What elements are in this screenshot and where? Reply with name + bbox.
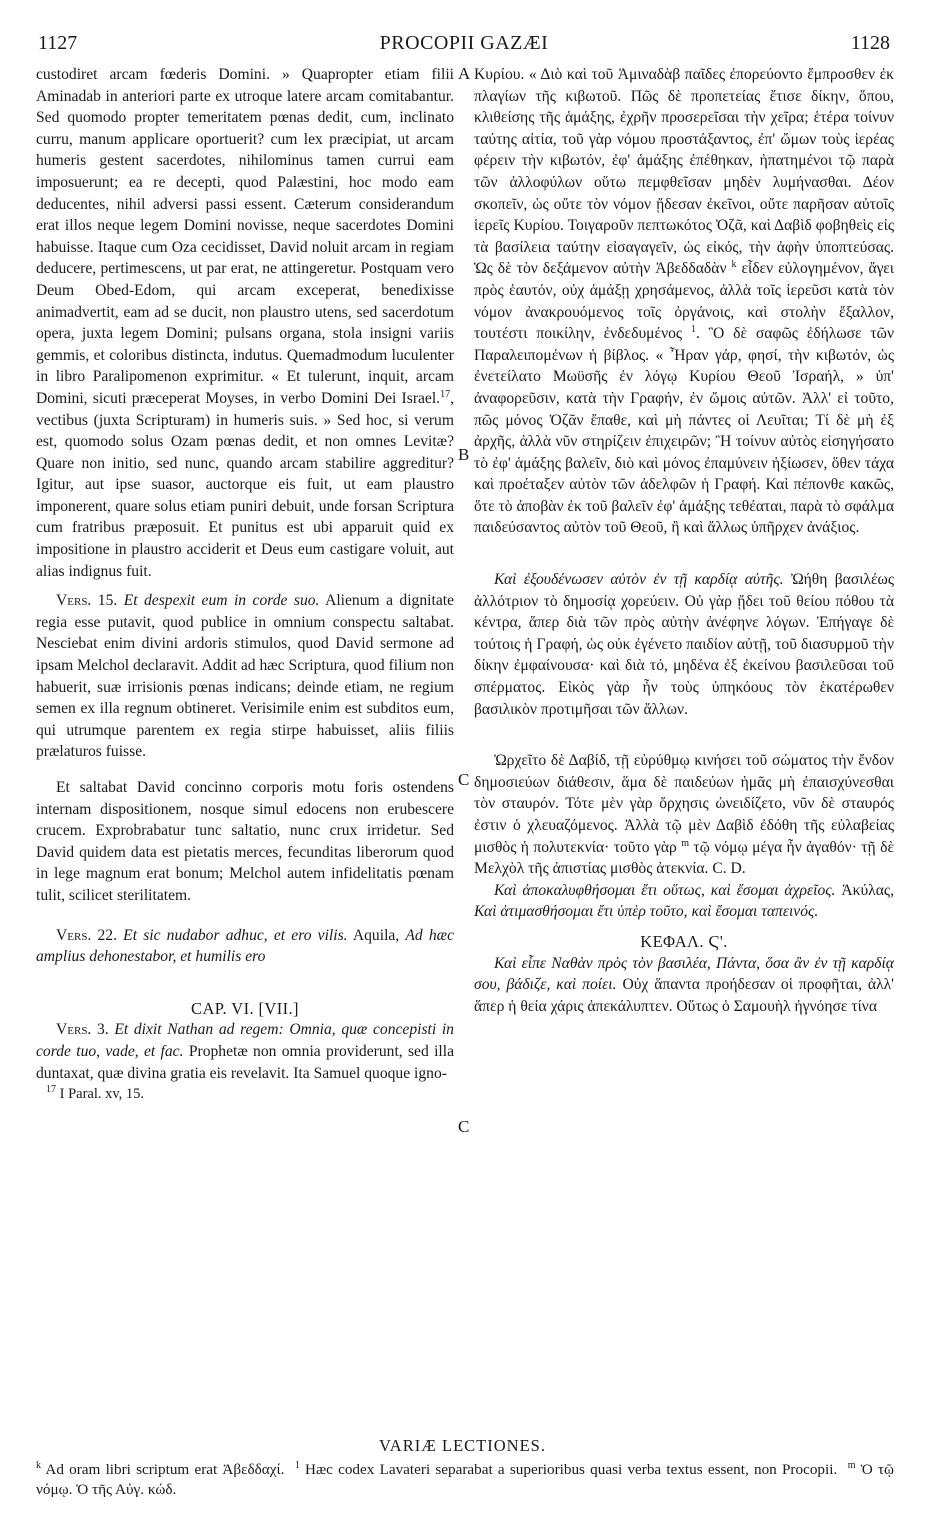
running-title: PROCOPII GAZÆI xyxy=(379,32,549,54)
greek-verse-22 xyxy=(474,880,894,923)
variae-lectiones xyxy=(36,1460,894,1500)
variant-ref: 1 xyxy=(690,323,696,335)
variant-ref: k xyxy=(731,259,737,271)
variant-note: Hæc codex Lavateri separabat a superioribus quasi verba textus essent, non Procopii. xyxy=(305,1461,838,1478)
verse-lemma: Et despexit eum in corde suo. xyxy=(123,592,320,610)
latin-verse-3 xyxy=(36,1019,454,1084)
verse-label: Vers. 15. xyxy=(56,592,118,610)
variant-note: Ad oram libri scriptum erat Ἀβεδδαχί. xyxy=(45,1461,285,1478)
footnote xyxy=(36,1084,454,1106)
greek-text: Κυρίου. « Διὸ καὶ τοῦ Ἀμιναδὰβ παῖδες ἐπορεύοντο ἔμπροσθεν ἐκ πλαγίων τῆς κιβωτοῦ. Πῶς δὲ προπετείας ἔτισε δίκην, ὅπου, κλιθείσης τῆς ἁμάξης, ἐχρῆν προσερεῖσαι τὴν χεῖρα; ἑτέρα τοίνυν ταύτης αἰτία, τοῦ γὰρ νόμου προστάξαντος, ἐπ' ὤμων τοὺς ἱερέας φέρειν τὴν κιβωτόν, ἐφ' ἁμάξης ἐπέθηκαν, ἠπατημένοι τῷ παρὰ τῶν ἀλλοφύλων οὕτω πεμφθεῖσαν μηδὲν λυμήνασθαι. Δέον σκοπεῖν, ὡς οὔτε τὸν νόμον ᾔδεσαν ἐκεῖνοι, οὔτε παρῆσαν αὐτοῖς ἱερεῖς Κυρίου. Τοιγαροῦν πεπτωκότος Ὀζᾶ, καὶ Δαβὶδ φοβηθεὶς εἰς τὰ βασίλεια ταύτην εἰσαγαγεῖν, ὡς εἰκός, τὴν ἀφὴν ὑποπτεύσας. Ὡς δὲ τὸν δεξάμενον αὐτὴν Ἀβεδδαδὰν xyxy=(474,66,894,278)
variant-mark: m xyxy=(847,1459,856,1471)
latin-column xyxy=(36,64,454,1106)
latin-text: Et saltabat David concinno corporis motu foris ostendens internam dispositionem, nosque simul edocens non erubescere crucem. Exprobrabatur tunc saltatio, nunc crux irridetur. Sed David quidem data est pietatis merces, fecunditas liberorum quod in lege magnum erat bonum; Melchol autem infidelitatis pœnam tulit, scilicet sterilitatem. xyxy=(36,779,454,904)
greek-paragraph xyxy=(474,64,894,539)
aquila-reading: Καὶ ἀτιμασθήσομαι ἔτι ὑπὲρ τοῦτο, καὶ ἔσομαι ταπεινός. xyxy=(474,903,819,921)
greek-text: Ἀκύλας, xyxy=(841,881,894,899)
greek-text: . Ὃ δὲ σαφῶς ἐδήλωσε τῶν Παραλειπομένων ἡ βίβλος. « Ἦραν γάρ, φησί, τὴν κιβωτόν, ὡς ἐνετείλατο Μωϋσῆς ἐν λόγῳ Κυρίου Θεοῦ Ἰσραήλ, » ὑπ' ἀναφορεῦσιν, κατὰ τὴν Γραφήν, ἐν ὤμοις αὐτῶν. Ἀλλ' εἰ τοῦτο, πῶς μόνος Ὀζᾶν ἔπαθε, καὶ μὴ πάντες οἱ Λευῖται; Τί δὲ μὴ ἐξ ἀρχῆς, ἀλλὰ νῦν στηρίζειν ἐπιχειρῶν; Ἢ τοίνυν αὐτὸς εἰσηγήσατο τὸ ἐφ' ἁμάξης βαλεῖν, διὸ καὶ μόνος ἐπαμύνειν ἠξίωσεν, ὅθεν τάχα καὶ προέταξεν αὐτὸν τῶν ἀδελφῶν ἡ Γραφή. Καὶ πέπονθε κακῶς, ὅτε τὸ ἀποβὰν ἐκ τοῦ βαλεῖν ἐφ' ἁμάξης τεθέαται, παρὰ τὸ σφάλμα παιδεύσαντος αὐτὸν τοῦ Θεοῦ, ἢ καὶ ἄλλως ὑπῆρχεν ἀνάξιος. xyxy=(474,325,894,537)
latin-text: custodiret arcam fœderis Domini. » Quapropter etiam filii Aminadab in anteriori parte ex utroque latere arcam comitabantur. Sed quomodo propter temeritatem pœnas dedit, cum, inclinato curru, manum applicare oportuerit? cum lex præcipiat, ut arcam humeris gestent sacerdotes, nihilominus tamen currui eam imposuerunt; ea re decepti, quod Palæstini, hoc modo eam deducentes, nihil adversi passi essent. Cæterum considerandum erat illos neque legem Domini novisse, neque sacerdotes Domini habuisse. Itaque cum Oza cecidisset, David noluit arcam in regiam deducere, pertimescens, ut par erat, ne attingeretur. Postquam vero Deum Obed-Edom, qui arcam exceperat, benedixisse animadvertit, eam ad se ducit, non plaustro utens, sed sacerdotum opera, juxta legem Domini; pulsans organa, stola insigni variis gemmis, et coloribus distincta, indutus. Quemadmodum luculenter in libro Paralipomenon exprimitur. « Et tulerunt, inquit, arcam Domini, sicuti præceperat Moyses, in verbo Domini Dei Israel. xyxy=(36,66,454,407)
verse-lemma: Καὶ ἀποκαλυφθήσομαι ἔτι οὕτως, καὶ ἔσομαι ἀχρεῖος. xyxy=(494,881,836,899)
verse-label: Vers. 3. xyxy=(56,1021,109,1039)
greek-column xyxy=(474,64,894,1017)
verse-lemma: Καὶ εἶπε Ναθὰν πρὸς τὸν βασιλέα, Πάντα, ὅσα ἂν ἐν τῇ καρδίᾳ σου, βάδιζε, καὶ ποίει. xyxy=(474,954,894,994)
margin-letter-c: C xyxy=(458,770,470,789)
page-number-left: 1127 xyxy=(38,32,78,54)
aquila-reading: Ad hæc amplius dehonestabor, et humilis ero xyxy=(36,926,454,966)
latin-text: Aquila, xyxy=(352,926,400,944)
greek-text: εἶδεν εὐλογημένον, ἄγει πρὸς ἑαυτόν, οὐχ ἁμάξῃ χρησάμενος, ἀλλὰ τοῖς ἱερεῦσι κατὰ τὸν νόμον ἀνακρουόμενος τοῖς ὀργάνοις, καὶ στολὴν ἔξαλλον, τουτέστι ποικίλην, ἐνδεδυμένος xyxy=(474,260,895,343)
greek-text: τῷ νόμῳ μέγα ἦν ἀγαθόν· τῇ δὲ Μελχὸλ τῆς ἀπιστίας μισθὸς ἀτεκνία. C. D. xyxy=(474,838,894,878)
chapter-title-greek: ΚΕΦΑΛ. Ϛ'. xyxy=(640,931,728,951)
variant-note: Ὁ τῷ νόμῳ. Ὁ τῆς Αὐγ. κώδ. xyxy=(36,1461,895,1498)
page-header xyxy=(38,32,890,58)
variae-lectiones-title: VARIÆ LECTIONES. xyxy=(379,1436,546,1455)
greek-text: Ὠρχεῖτο δὲ Δαβίδ, τῇ εὐρύθμῳ κινήσει τοῦ σώματος τὴν ἔνδον δημοσιεύων διάθεσιν, ἅμα δὲ παιδεύων ἡμᾶς μὴ ἐπαισχύνεσθαι τὸν σταυρόν. Τότε μὲν γὰρ ὄρχησις ὠνειδίζετο, νῦν δὲ σταυρός ἐστιν ὁ χλευαζόμενος. Ἀλλὰ τῷ μὲν Δαβὶδ ἐδόθη τῆς εὐλαβείας μισθὸς ἡ πολυτεκνία· τοῦτο γὰρ xyxy=(474,752,894,856)
margin-letter-a: A xyxy=(458,64,471,83)
greek-text: Ὠήθη βασιλέως ἀλλότριον τὸ δημοσίᾳ χορεύειν. Οὐ γὰρ ᾔδει τοῦ θείου πόθου τὰ κέντρα, ἅπερ διὰ τῶν πρὸς αὐτὴν ἀνέφηνε λόγων. Ἐπήγαγε δὲ τούτοις ἡ Γραφή, ὡς οὐκ ἐγένετο παιδίον αὐτῇ, τοῦ διασυρμοῦ τὴν δίκην ἐμφαίνουσα· καὶ διὰ τό, μηδένα ἐξ ἐκείνου βασιλεῦσαι τοῦ σπέρματος. Εἰκὸς γὰρ ἦν τοὺς ὑπηκόους τὸν ἑκατέρωθεν βασιλικὸν προτιμῆσαι τῶν ἄλλων. xyxy=(474,571,894,718)
variae-text xyxy=(36,1460,894,1500)
verse-lemma: Καὶ ἐξουδένωσεν αὐτὸν ἐν τῇ καρδίᾳ αὐτῆς. xyxy=(494,571,784,589)
margin-letter-c-second: C xyxy=(458,1117,470,1136)
latin-text: Prophetæ non omnia providerunt, sed illa duntaxat, quæ divina gratia eis revelavit. Ita Samuel quoque igno- xyxy=(36,1042,454,1082)
verse-lemma: Et sic nudabor adhuc, et ero vilis. xyxy=(123,926,348,944)
latin-verse-15 xyxy=(36,590,454,763)
variant-ref: m xyxy=(681,837,689,849)
greek-text: Οὐχ ἅπαντα προήδεσαν οἱ προφῆται, ἀλλ' ἅπερ ἡ θεία χάρις ἀπεκάλυπτεν. Οὕτως ὁ Σαμουὴλ ἠγνόησε τίνα xyxy=(474,976,894,1015)
greek-verse-3 xyxy=(474,953,894,1018)
footnote-ref: 17 xyxy=(440,388,451,400)
margin-letter-b: B xyxy=(458,445,470,464)
chapter-title: CAP. VI. [VII.] xyxy=(191,998,299,1018)
page-number-right: 1128 xyxy=(850,32,890,54)
latin-paragraph-saltabat xyxy=(36,777,454,907)
variant-mark: 1 xyxy=(294,1459,300,1471)
verse-label: Vers. 22. xyxy=(56,926,117,944)
latin-verse-22 xyxy=(36,925,454,968)
latin-text: , vectibus (juxta Scripturam) in humeris suis. » Sed hoc, si verum est, quomodo solus Ozam pœnas dedit, et non omnes Levitæ? Quare non initio, sed nunc, quando arcam stabilire aggreditur? Igitur, aut ipse suasor, auctorque eis fuit, ut eam plaustro imponerent, quare solus etiam puniri debuit, unde forsan Scriptura cum fratribus præposuit. Et punitus est ubi apparuit quid ex impositione in plaustro acciderit et Deus eum castigare voluit, aut alias indignus fuit. xyxy=(36,389,454,580)
latin-text: Alienum a dignitate regia esse putavit, quod publice in omnium conspectu saltabat. Nesciebat enim divini ardoris stimulos, quod David sermone ad ipsam Melchol declaravit. Addit ad hæc Scriptura, quod filium non habuerit, suæ irrisionis pœnas indicans; deinde etiam, ne regium semen ex illa regnum obtineret. Verisimile enim est subditos eum, qui utrumque parentem ex regia stirpe habuisset, aliis filiis prælaturos fuisse. xyxy=(36,592,454,761)
variant-mark: k xyxy=(36,1459,41,1471)
footnote-text: I Paral. xv, 15. xyxy=(59,1086,145,1103)
greek-lemma-paragraph xyxy=(474,569,894,720)
latin-paragraph xyxy=(36,64,454,582)
footnote-number: 17 xyxy=(46,1084,56,1096)
verse-lemma: Et dixit Nathan ad regem: Omnia, quæ concepisti in corde tuo, vade, et fac. xyxy=(36,1021,454,1060)
greek-paragraph-dance xyxy=(474,750,894,880)
